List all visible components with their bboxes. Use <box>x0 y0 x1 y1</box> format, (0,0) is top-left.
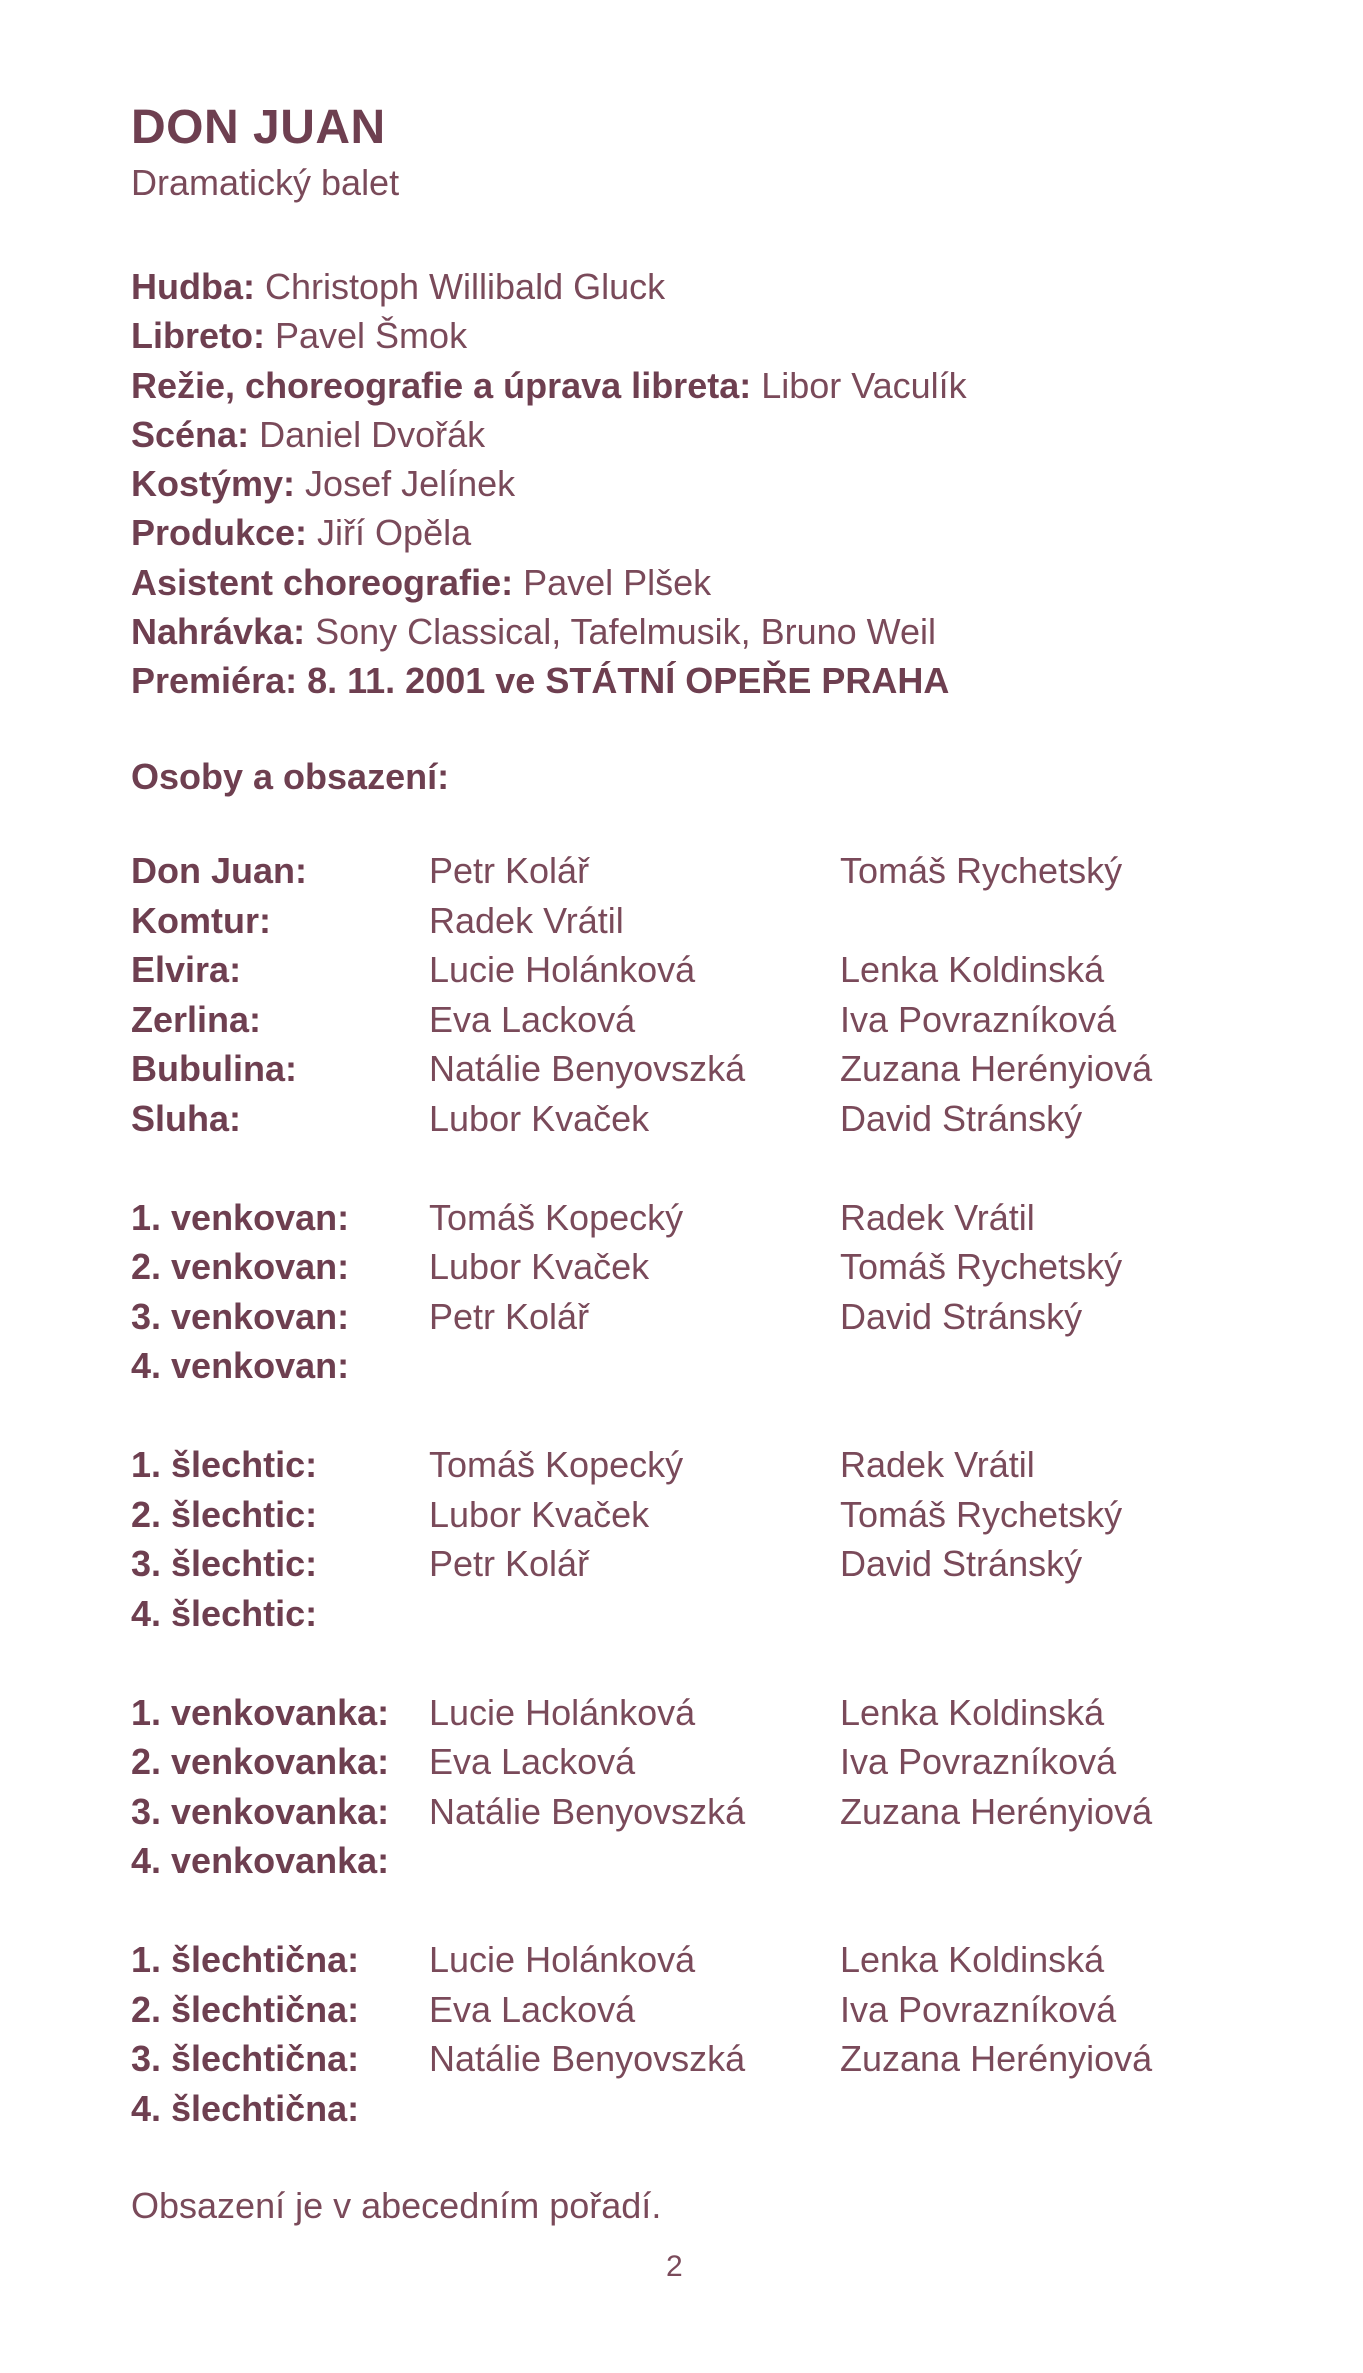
cast-first-dancer: Petr Kolář <box>429 1543 590 1584</box>
cast-row <box>131 1589 1281 1639</box>
credits-list <box>131 262 1281 706</box>
cast-role: 3. venkovan: <box>131 1295 350 1337</box>
cast-role: 4. venkovanka: <box>131 1840 390 1881</box>
cast-second-dancer: Tomáš Rychetský <box>840 850 1123 891</box>
cast-role: 1. šlechtična: <box>131 1939 360 1980</box>
cast-second-dancer: Iva Povrazníková <box>840 1741 1117 1782</box>
cast-role: Zerlina: <box>131 998 262 1040</box>
cast-row <box>131 1985 1281 2035</box>
cast-row <box>131 2034 1281 2084</box>
cast-role: Don Juan: <box>131 850 307 891</box>
cast-row <box>131 2084 1281 2134</box>
cast-role: 3. šlechtična: <box>131 2038 360 2079</box>
cast-role: Elvira: <box>131 949 242 990</box>
cast-heading: Osoby a obsazení: <box>131 756 450 797</box>
cast-row <box>131 1440 1281 1490</box>
cast-row <box>131 1242 1281 1292</box>
credit-line-recording <box>131 607 1281 656</box>
cast-role: 2. šlechtic: <box>131 1493 318 1535</box>
cast-role: Sluha: <box>131 1097 242 1139</box>
cast-role: 2. venkovan: <box>131 1246 350 1287</box>
cast-list <box>131 846 1281 2183</box>
page-subtitle: Dramatický balet <box>131 162 400 203</box>
cast-group <box>131 846 1281 1143</box>
credit-value: Daniel Dvořák <box>249 413 486 455</box>
cast-second-dancer: Zuzana Herényiová <box>840 2038 1153 2079</box>
credit-label: Asistent choreografie: <box>131 561 514 603</box>
page-number: 2 <box>666 2250 683 2283</box>
cast-row <box>131 896 1281 946</box>
cast-note: Obsazení je v abecedním pořadí. <box>131 2185 662 2226</box>
cast-first-dancer: Lucie Holánková <box>429 1691 696 1733</box>
cast-row <box>131 1836 1281 1886</box>
cast-role: 2. šlechtična: <box>131 1988 360 2030</box>
credit-line-libretto <box>131 311 1281 360</box>
cast-second-dancer: Radek Vrátil <box>840 1196 1035 1238</box>
cast-row <box>131 1935 1281 1985</box>
credit-value: Pavel Plšek <box>513 561 712 603</box>
cast-second-dancer: Radek Vrátil <box>840 1444 1035 1485</box>
cast-second-dancer: Lenka Koldinská <box>840 1939 1105 1980</box>
credit-value: Josef Jelínek <box>295 463 516 505</box>
credit-value: Pavel Šmok <box>264 315 468 357</box>
cast-first-dancer: Lubor Kvaček <box>429 1097 650 1139</box>
cast-first-dancer: Natálie Benyovszká <box>429 1790 746 1832</box>
cast-row <box>131 1737 1281 1787</box>
cast-first-dancer: Tomáš Kopecký <box>429 1196 684 1238</box>
credit-label: Režie, choreografie a úprava libreta: <box>131 364 752 406</box>
cast-row <box>131 1341 1281 1391</box>
credit-value: Sony Classical, Tafelmusik, Bruno Weil <box>305 611 937 653</box>
credit-line-music <box>131 262 1281 311</box>
cast-first-dancer: Petr Kolář <box>429 850 590 891</box>
cast-row <box>131 1539 1281 1589</box>
cast-group <box>131 1440 1281 1638</box>
credit-label: Kostýmy: <box>131 463 296 505</box>
cast-first-dancer: Petr Kolář <box>429 1295 590 1337</box>
cast-group <box>131 1688 1281 1886</box>
cast-first-dancer: Lucie Holánková <box>429 949 696 990</box>
credit-label: Libreto: <box>131 315 265 357</box>
cast-row <box>131 1490 1281 1540</box>
credit-label: Scéna: <box>131 413 250 455</box>
cast-role: 4. šlechtic: <box>131 1592 318 1634</box>
cast-first-dancer: Lubor Kvaček <box>429 1246 650 1287</box>
cast-group <box>131 1193 1281 1391</box>
cast-row <box>131 995 1281 1045</box>
cast-second-dancer: David Stránský <box>840 1295 1083 1337</box>
cast-first-dancer: Eva Lacková <box>429 998 636 1040</box>
credit-line-costumes <box>131 459 1281 508</box>
cast-first-dancer: Eva Lacková <box>429 1741 636 1782</box>
credit-line-scene <box>131 410 1281 459</box>
credit-line-direction <box>131 361 1281 410</box>
cast-role: 2. venkovanka: <box>131 1741 390 1782</box>
cast-role: 4. šlechtična: <box>131 2087 360 2129</box>
cast-second-dancer: Zuzana Herényiová <box>840 1048 1153 1089</box>
cast-first-dancer: Radek Vrátil <box>429 899 624 941</box>
cast-second-dancer: Lenka Koldinská <box>840 949 1105 990</box>
cast-row <box>131 846 1281 896</box>
credit-value: Libor Vaculík <box>751 364 967 406</box>
cast-row <box>131 1094 1281 1144</box>
cast-first-dancer: Lucie Holánková <box>429 1939 696 1980</box>
cast-role: 3. šlechtic: <box>131 1543 318 1584</box>
cast-first-dancer: Natálie Benyovszká <box>429 2038 746 2079</box>
cast-second-dancer: Tomáš Rychetský <box>840 1246 1123 1287</box>
page-title: DON JUAN <box>131 101 386 154</box>
cast-first-dancer: Lubor Kvaček <box>429 1493 650 1535</box>
credit-line-assistant <box>131 558 1281 607</box>
program-page <box>131 0 1281 2373</box>
cast-role: 3. venkovanka: <box>131 1790 390 1832</box>
cast-first-dancer: Eva Lacková <box>429 1988 636 2030</box>
credit-label: Premiéra: 8. 11. 2001 ve STÁTNÍ OPEŘE PRAHA <box>131 660 950 702</box>
cast-row <box>131 1193 1281 1243</box>
credit-label: Nahrávka: <box>131 611 306 653</box>
cast-first-dancer: Natálie Benyovszká <box>429 1048 746 1089</box>
cast-second-dancer: Iva Povrazníková <box>840 1988 1117 2030</box>
cast-row <box>131 1292 1281 1342</box>
cast-second-dancer: David Stránský <box>840 1543 1083 1584</box>
cast-second-dancer: Iva Povrazníková <box>840 998 1117 1040</box>
cast-role: 1. šlechtic: <box>131 1444 318 1485</box>
credit-label: Produkce: <box>131 512 308 554</box>
cast-group <box>131 1935 1281 2133</box>
cast-row <box>131 945 1281 995</box>
cast-first-dancer: Tomáš Kopecký <box>429 1444 684 1485</box>
cast-second-dancer: David Stránský <box>840 1097 1083 1139</box>
cast-second-dancer: Zuzana Herényiová <box>840 1790 1153 1832</box>
credit-value: Jiří Opěla <box>307 512 472 554</box>
cast-role: Komtur: <box>131 899 271 941</box>
cast-second-dancer: Tomáš Rychetský <box>840 1493 1123 1535</box>
cast-second-dancer: Lenka Koldinská <box>840 1691 1105 1733</box>
credit-line-production <box>131 508 1281 557</box>
credit-line-premiere <box>131 656 1281 705</box>
cast-row <box>131 1688 1281 1738</box>
cast-role: Bubulina: <box>131 1048 297 1089</box>
credit-label: Hudba: <box>131 266 255 307</box>
cast-role: 4. venkovan: <box>131 1345 350 1386</box>
cast-row <box>131 1787 1281 1837</box>
credit-value: Christoph Willibald Gluck <box>254 266 666 307</box>
cast-role: 1. venkovanka: <box>131 1691 390 1733</box>
cast-role: 1. venkovan: <box>131 1196 350 1238</box>
cast-row <box>131 1044 1281 1094</box>
